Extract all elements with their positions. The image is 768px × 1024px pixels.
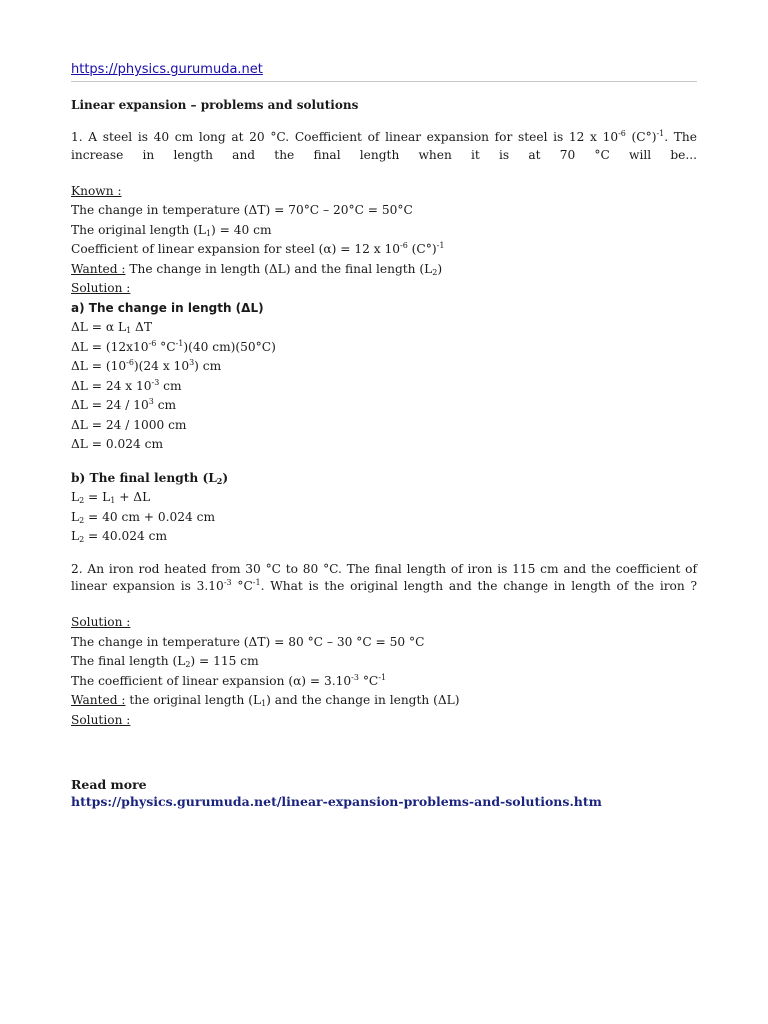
p2-coefficient: The coefficient of linear expansion $(\alpha) = 3.10^{-3}$ $^\circ C^{-1}$ xyxy=(71,672,387,688)
header-divider xyxy=(71,81,697,82)
part-a-heading: a) The change in length (ΔL) xyxy=(71,300,264,315)
p2-solution-label-2: Solution : xyxy=(71,712,131,727)
p2-wanted-line: Wanted : the original length $(L_1)$ and the change in length (ΔL) xyxy=(71,693,460,708)
final-step-1: $L_2 = L_1 + \Delta L$ xyxy=(71,490,151,505)
calc-step-6: ΔL = 24 / 1000 cm xyxy=(71,417,187,432)
document-title: Linear expansion – problems and solutions xyxy=(71,98,359,112)
known-label: Known : xyxy=(71,183,122,198)
document-page xyxy=(71,58,697,810)
known-temperature: The change in temperature (ΔT) = 70°C – 20°C = 50°C xyxy=(71,203,413,217)
read-more-label: Read more xyxy=(71,777,147,792)
known-original-length: The original length $(L_1) = 40$ cm xyxy=(71,222,272,238)
p2-solution-label: Solution : xyxy=(71,615,131,629)
calc-step-2: $\Delta L = (12x10^{-6}$ $^\circ C^{-1})(40$ cm)(50°C) xyxy=(71,338,276,354)
known-coefficient: Coefficient of linear expansion for steel (α) = 12 x $10^{-6}$ $(C^\circ)^{-1}$ xyxy=(71,241,445,256)
read-more-link[interactable]: https://physics.gurumuda.net/linear-expansion-problems-and-solutions.htm xyxy=(71,794,602,809)
solution-label: Solution : xyxy=(71,281,131,295)
wanted-line: Wanted : The change in length (ΔL) and the final length $(L_2)$ xyxy=(71,261,443,277)
calc-step-5: $\Delta L = 24 / 10^3$ cm xyxy=(71,397,177,412)
calc-step-1: ΔL = α $L_1$ ΔT xyxy=(71,320,152,335)
calc-step-7: ΔL = 0.024 cm xyxy=(71,437,164,451)
final-step-2: $L_2 = 40$ cm + 0.024 cm xyxy=(71,509,216,525)
problem-2-question: 2. An iron rod heated from 30 °C to 80 °C. The final length of iron is 115 cm and the coefficient of linear expansion is $3.10^{-3}$ $^\circ C^{-1}$. What is the original length and the change in length of the iron ? xyxy=(71,561,698,593)
header-source-link[interactable]: https://physics.gurumuda.net xyxy=(71,62,263,77)
calc-step-3: $\Delta L = (10^{-6})(24$ x $10^3$) cm xyxy=(71,358,222,373)
p2-final-length: The final length $(L_2) = 115$ cm xyxy=(71,654,259,669)
part-b-heading: b) The final length $(L_2)$ xyxy=(71,470,229,486)
calc-step-4: ΔL = 24 x $10^{-3}$ cm xyxy=(71,377,182,393)
problem-1-question: 1. A steel is 40 cm long at 20 °C. Coefficient of linear expansion for steel is 12 x $10^{-6}$ $(C^\circ)^{-1}$. The increase in length and the final length when it is at 70 °C will be... xyxy=(71,129,697,162)
final-step-3: $L_2 = 40.024$ cm xyxy=(71,529,168,544)
p2-temperature: The change in temperature (ΔT) = 80 °C – 30 °C = 50 °C xyxy=(71,634,425,649)
